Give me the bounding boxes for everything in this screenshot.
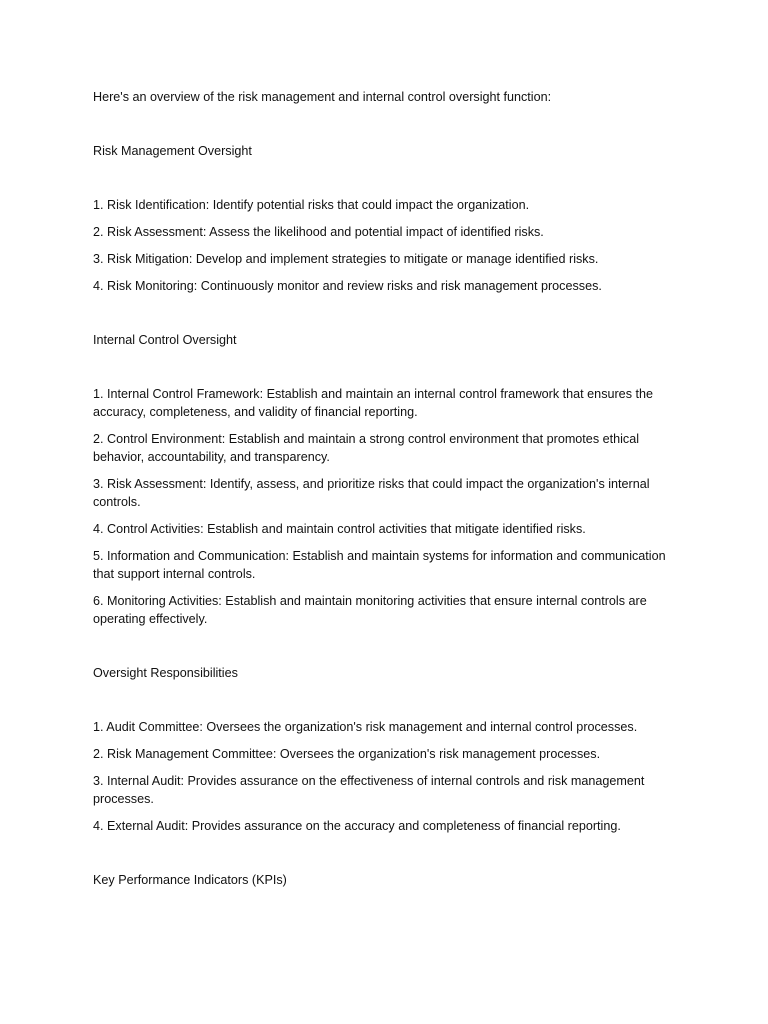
list-item: 2. Risk Assessment: Assess the likelihood and potential impact of identified risks. <box>93 225 544 239</box>
risk-management-list <box>93 196 675 295</box>
internal-control-list <box>93 385 675 628</box>
list-item: 4. Control Activities: Establish and maintain control activities that mitigate identified risks. <box>93 522 586 536</box>
section-heading-kpis: Key Performance Indicators (KPIs) <box>93 873 287 887</box>
list-item: 4. Risk Monitoring: Continuously monitor and review risks and risk management processes. <box>93 279 602 293</box>
section-heading-internal-control: Internal Control Oversight <box>93 333 237 347</box>
list-item: 6. Monitoring Activities: Establish and maintain monitoring activities that ensure internal controls are operating effectively. <box>93 594 647 626</box>
list-item: 1. Audit Committee: Oversees the organization's risk management and internal control processes. <box>93 720 638 734</box>
list-item: 3. Risk Mitigation: Develop and implement strategies to mitigate or manage identified risks. <box>93 252 599 266</box>
oversight-responsibilities-list <box>93 718 675 835</box>
list-item: 3. Risk Assessment: Identify, assess, and prioritize risks that could impact the organization's internal controls. <box>93 477 650 509</box>
list-item: 1. Internal Control Framework: Establish and maintain an internal control framework that ensures the accuracy, completeness, and validity of financial reporting. <box>93 387 653 419</box>
list-item: 3. Internal Audit: Provides assurance on the effectiveness of internal controls and risk management processes. <box>93 774 645 806</box>
document-body <box>93 88 675 925</box>
section-heading-oversight-responsibilities: Oversight Responsibilities <box>93 666 238 680</box>
list-item: 1. Risk Identification: Identify potential risks that could impact the organization. <box>93 198 530 212</box>
list-item: 5. Information and Communication: Establish and maintain systems for information and communication that support internal controls. <box>93 549 666 581</box>
intro-paragraph: Here's an overview of the risk management and internal control oversight function: <box>93 90 552 104</box>
list-item: 2. Control Environment: Establish and maintain a strong control environment that promotes ethical behavior, accountability, and transparency. <box>93 432 640 464</box>
list-item: 4. External Audit: Provides assurance on the accuracy and completeness of financial reporting. <box>93 819 621 833</box>
list-item: 2. Risk Management Committee: Oversees the organization's risk management processes. <box>93 747 601 761</box>
section-heading-risk-management: Risk Management Oversight <box>93 144 252 158</box>
